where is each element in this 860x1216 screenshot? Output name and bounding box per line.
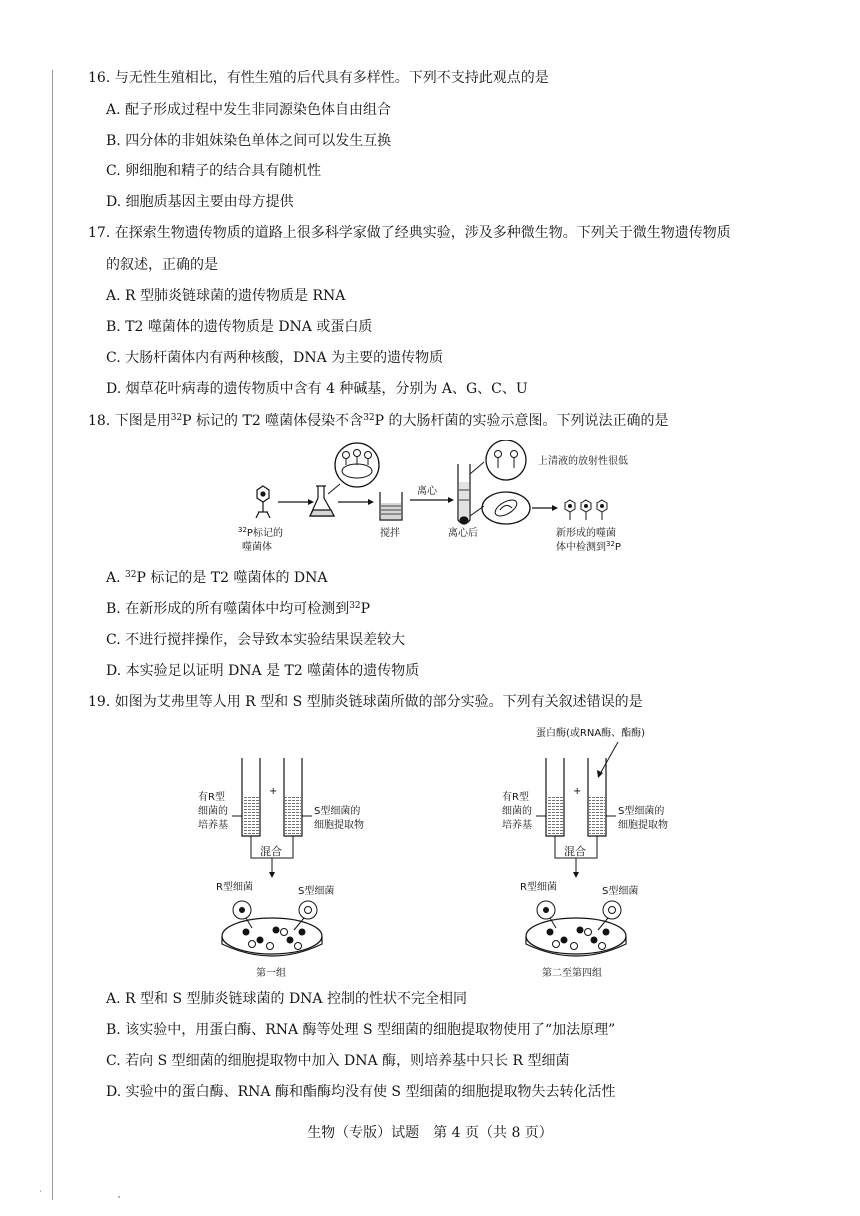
question-18-option-d: D. 本实验足以证明 DNA 是 T2 噬菌体的遗传物质 xyxy=(106,663,420,679)
stir-label: 搅拌 xyxy=(380,528,400,539)
group-1-plus-sign: + xyxy=(269,786,278,797)
group-2-4-mix-label: 混合 xyxy=(564,845,586,858)
group-2-4-r-medium-line3: 培养基 xyxy=(502,820,532,831)
after-centrifuge-label: 离心后 xyxy=(448,528,478,539)
group-2-4-s-extract-line2: 细胞提取物 xyxy=(618,820,668,831)
avery-experiment-diagram xyxy=(180,718,720,980)
group-2-4-r-medium-line2: 细菌的 xyxy=(502,806,532,817)
group-1-setup xyxy=(198,758,364,979)
group-2-4-r-medium-line1: 有R型 xyxy=(502,792,529,803)
labeled-phage-icon xyxy=(256,486,270,518)
beaker-icon xyxy=(380,492,402,520)
group-2-4-r-bacteria-label: R型细菌 xyxy=(520,882,557,893)
question-19-option-d: D. 实验中的蛋白酶、RNA 酶和酯酶均没有使 S 型细菌的细胞提取物失去转化活性 xyxy=(106,1084,616,1100)
supernatant-circle xyxy=(486,440,526,480)
question-17-option-c: C. 大肠杆菌体内有两种核酸，DNA 为主要的遗传物质 xyxy=(106,350,444,366)
question-17-stem-continued: 的叙述，正确的是 xyxy=(106,257,218,273)
question-18-stem: 18. 下图是用$^{32}$P 标记的 T2 噬菌体侵染不含$^{32}$P 的大肠杆菌的实验示意图。下列说法正确的是 xyxy=(88,413,669,429)
question-17-option-a: A. R 型肺炎链球菌的遗传物质是 RNA xyxy=(106,288,346,304)
question-16-option-b: B. 四分体的非姐妹染色单体之间可以发生互换 xyxy=(106,133,392,149)
question-16-option-a: A. 配子形成过程中发生非同源染色体自由组合 xyxy=(106,102,392,118)
group-2-4-plus-sign: + xyxy=(573,786,582,797)
page-footer: 生物（专版）试题 第 4 页（共 8 页） xyxy=(307,1125,553,1141)
pellet-bacteria-oval xyxy=(482,492,530,524)
question-18-option-c: C. 不进行搅拌操作，会导致本实验结果误差较大 xyxy=(106,632,406,648)
question-16-stem: 16. 与无性生殖相比，有性生殖的后代具有多样性。下列不支持此观点的是 xyxy=(88,70,549,86)
group-2-4-s-extract-line1: S型细菌的 xyxy=(618,806,665,817)
question-18-option-b: B. 在新形成的所有噬菌体中均可检测到$^{32}$P xyxy=(106,601,371,617)
enzyme-label: 蛋白酶(或RNA酶、酯酶) xyxy=(536,728,646,739)
group-2-4-setup xyxy=(502,726,668,979)
question-16-option-c: C. 卵细胞和精子的结合具有随机性 xyxy=(106,163,322,179)
group-2-4-label: 第二至第四组 xyxy=(542,968,602,979)
group-1-s-extract-line2: 细胞提取物 xyxy=(314,820,364,831)
group-1-mix-label: 混合 xyxy=(260,845,282,858)
group-1-r-medium-line3: 培养基 xyxy=(198,820,228,831)
group-1-r-medium-line2: 细菌的 xyxy=(198,806,228,817)
flask-icon xyxy=(310,486,334,516)
question-16-option-d: D. 细胞质基因主要由母方提供 xyxy=(106,194,294,210)
question-19-stem: 19. 如图为艾弗里等人用 R 型和 S 型肺炎链球菌所做的部分实验。下列有关叙述错误的是 xyxy=(88,694,643,710)
group-1-r-medium-line1: 有R型 xyxy=(198,792,225,803)
margin-rule xyxy=(52,70,53,1200)
question-17-option-b: B. T2 噬菌体的遗传物质是 DNA 或蛋白质 xyxy=(106,319,373,335)
question-19-option-a: A. R 型和 S 型肺炎链球菌的 DNA 控制的性状不完全相同 xyxy=(106,991,467,1007)
labeled-phage-label-line2: 噬菌体 xyxy=(242,542,272,553)
labeled-phage-label-line1: $^{32}$P标记的 xyxy=(238,526,283,539)
group-1-label: 第一组 xyxy=(256,968,286,979)
question-18-option-a: A. $^{32}$P 标记的是 T2 噬菌体的 DNA xyxy=(106,570,328,586)
new-phages-icon xyxy=(565,500,607,520)
centrifuge-label: 离心 xyxy=(417,486,437,497)
group-1-s-extract-line1: S型细菌的 xyxy=(314,806,361,817)
question-19-option-b: B. 该实验中，用蛋白酶、RNA 酶等处理 S 型细菌的细胞提取物使用了“加法原理” xyxy=(106,1022,616,1038)
phage-experiment-diagram xyxy=(230,440,660,558)
scan-speck xyxy=(40,1190,41,1192)
question-19-option-c: C. 若向 S 型细菌的细胞提取物中加入 DNA 酶，则培养基中只长 R 型细菌 xyxy=(106,1053,570,1069)
group-2-4-s-bacteria-label: S型细菌 xyxy=(602,886,639,897)
question-17-stem: 17. 在探索生物遗传物质的道路上很多科学家做了经典实验，涉及多种微生物。下列关于微生物遗传物质 xyxy=(88,225,731,241)
group-1-s-bacteria-label: S型细菌 xyxy=(298,886,335,897)
new-phage-label-line1: 新形成的噬菌 xyxy=(556,528,616,539)
group-1-r-bacteria-label: R型细菌 xyxy=(216,882,253,893)
centrifuge-tube-icon xyxy=(458,464,470,524)
scan-speck xyxy=(118,1196,120,1198)
new-phage-label-line2: 体中检测到$^{32}$P xyxy=(556,540,621,553)
question-17-option-d: D. 烟草花叶病毒的遗传物质中含有 4 种碱基，分别为 A、G、C、U xyxy=(106,381,528,397)
supernatant-label: 上清液的放射性很低 xyxy=(538,456,628,467)
